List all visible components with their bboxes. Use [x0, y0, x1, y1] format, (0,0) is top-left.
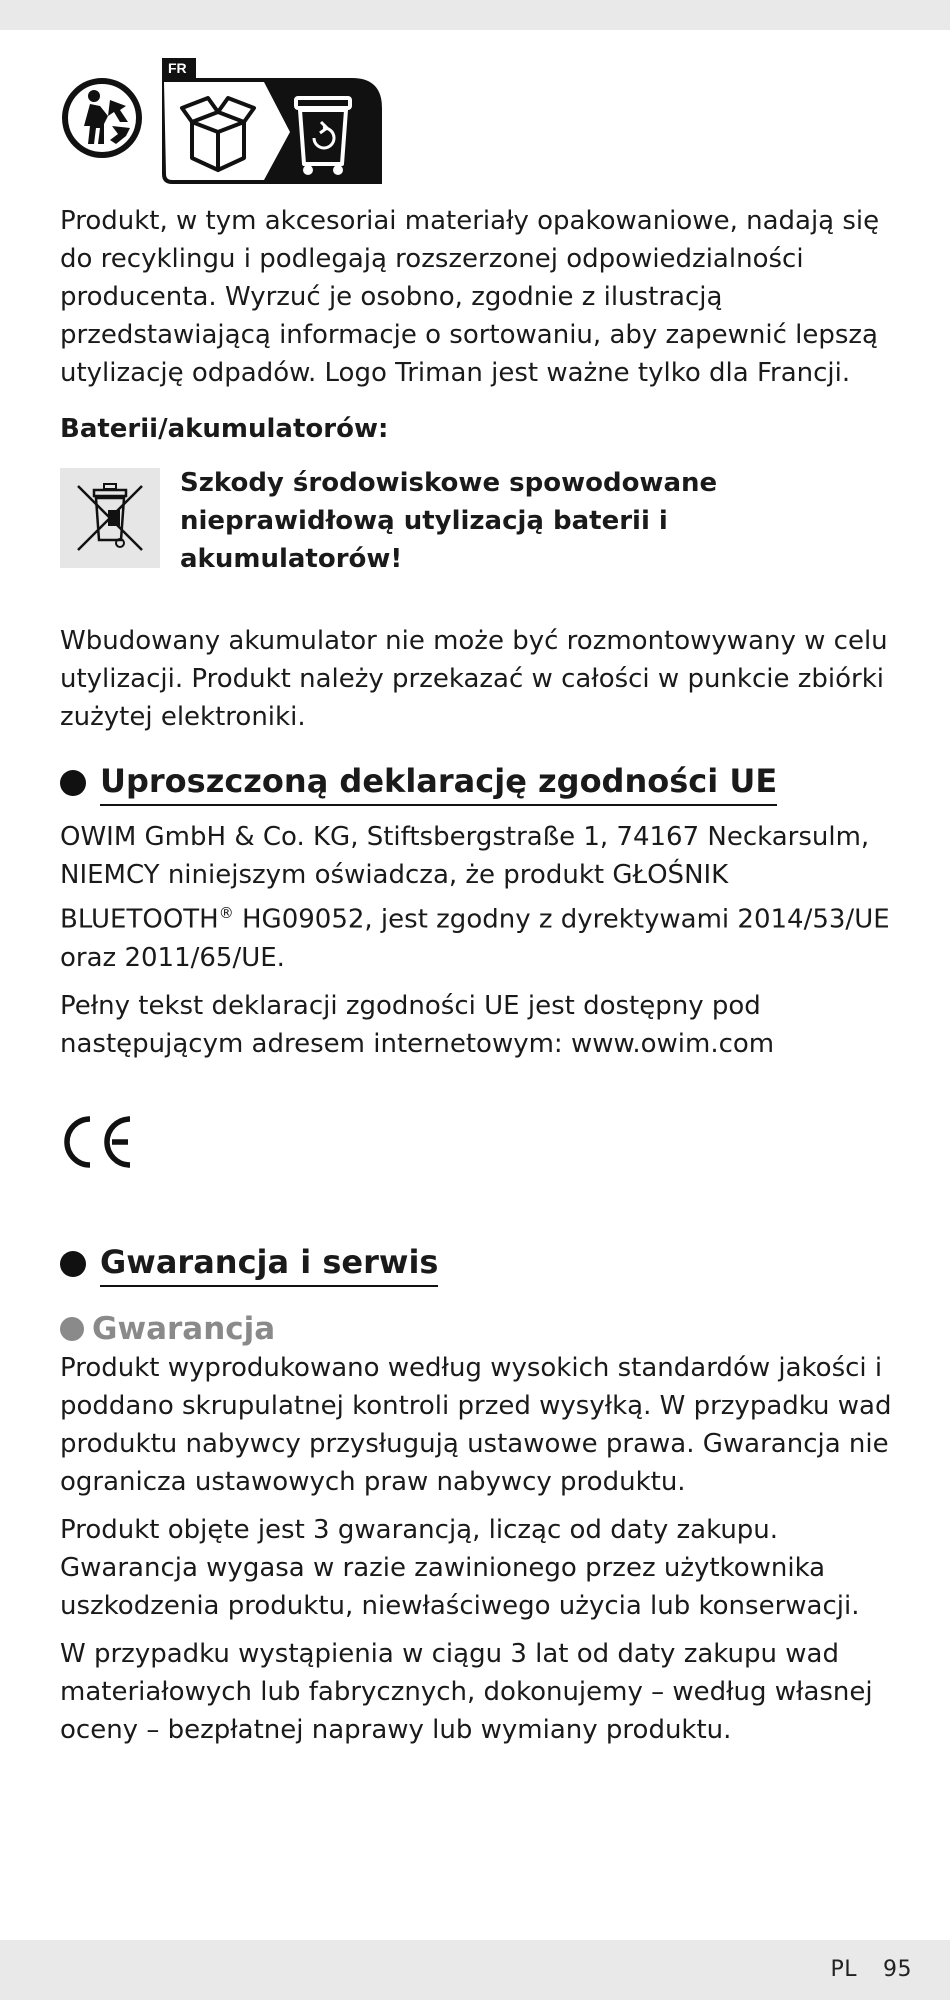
warranty-paragraph-1: Produkt wyprodukowano według wysokich standardów jakości i poddano skrupulatnej kontroli przed wysyłką. W przypadku wad produktu nabywcy przysługują ustawowe prawa. Gwarancja nie ogranicza ustawowych praw nabywcy produktu. [60, 1352, 892, 1497]
footer-language: PL [830, 1957, 857, 1982]
warranty-subtitle: Gwarancja [92, 1310, 276, 1347]
bullet-icon [60, 1317, 84, 1341]
ue-paragraph-2: Pełny tekst deklaracji zgodności UE jest dostępny pod następującym adresem internetowym: www.owim.com [60, 990, 775, 1059]
bullet-icon [60, 770, 86, 796]
ce-mark-icon [60, 1115, 134, 1169]
cardboard-box-icon [178, 88, 258, 178]
ue-declaration-heading [60, 760, 900, 806]
fr-badge: FR [168, 60, 187, 76]
battery-paragraph: Wbudowany akumulator nie może być rozmontowywany w celu utylizacji. Produkt należy przekazać w całości w punkcie zbiórki zużytej elektroniki. [60, 626, 888, 732]
warranty-service-title: Gwarancja i serwis [100, 1241, 438, 1287]
ue-declaration-title: Uproszczoną deklarację zgodności UE [100, 760, 777, 806]
battery-warning [60, 468, 900, 578]
ue-paragraph-1 [60, 818, 900, 977]
crossed-bin-icon [60, 468, 160, 568]
recycling-bin-icon [288, 88, 358, 178]
batteries-heading: Baterii/akumulatorów: [60, 414, 389, 444]
ue-paragraph-1b: HG09052, jest zgodny z dyrektywami 2014/53/UE oraz 2011/65/UE. [60, 904, 890, 973]
battery-warning-text: Szkody środowiskowe spowodowane nieprawidłową utylizacją baterii i akumulatorów! [180, 468, 718, 574]
page-content [60, 58, 900, 1749]
triman-person-recycle-icon [60, 76, 144, 160]
top-bar [0, 0, 950, 30]
page-number: 95 [883, 1957, 912, 1982]
recycling-paragraph: Produkt, w tym akcesoriai materiały opakowaniowe, nadają się do recyklingu i podlegają rozszerzonej odpowiedzialności producenta. Wyrzuć je osobno, zgodnie z ilustracją przedstawiającą informacje o sortowaniu, aby zapewnić lepszą utylizację odpadów. Logo Triman jest ważne tylko dla Francji. [60, 206, 880, 388]
warranty-paragraph-3: W przypadku wystąpienia w ciągu 3 lat od daty zakupu wad materiałowych lub fabrycznych, dokonujemy – według własnej oceny – bezpłatnej naprawy lub wymiany produktu. [60, 1638, 873, 1745]
page-footer [804, 1957, 912, 1982]
warranty-paragraph-2: Produkt objęte jest 3 gwarancją, licząc od daty zakupu. Gwarancja wygasa w razie zawinionego przez użytkownika uszkodzenia produktu, niewłaściwego użycia lub konserwacji. [60, 1514, 860, 1621]
warranty-subheading [60, 1309, 900, 1349]
ue-paragraph-1a: OWIM GmbH & Co. KG, Stiftsbergstraße 1, 74167 Neckarsulm, NIEMCY niniejszym oświadcza, że produkt GŁOŚNIK BLUETOOTH [60, 822, 870, 935]
ce-mark [60, 1115, 900, 1175]
bullet-icon [60, 1251, 86, 1277]
registered-mark: ® [218, 904, 234, 922]
warranty-service-heading [60, 1241, 900, 1287]
